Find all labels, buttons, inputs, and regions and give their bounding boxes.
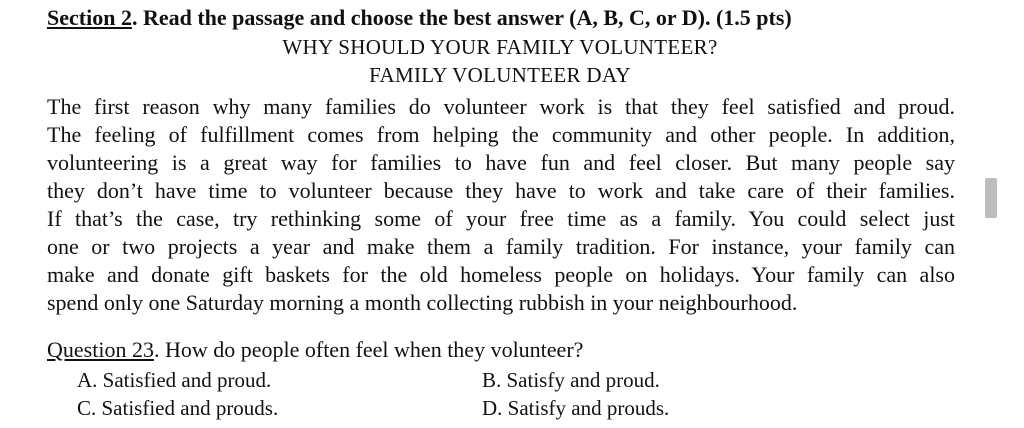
question-text: . How do people often feel when they volunteer? xyxy=(153,337,584,362)
option-b: B. Satisfy and proud. xyxy=(482,368,660,392)
passage-line: The feeling of fulfillment comes from helping the community and other people. In addition, xyxy=(47,122,955,147)
section-label: Section 2 xyxy=(47,5,132,30)
passage-line: spend only one Saturday morning a month collecting rubbish in your neighbourhood. xyxy=(47,290,798,315)
passage-line: one or two projects a year and make them a family tradition. For instance, your family can xyxy=(47,234,955,259)
section-instruction: . Read the passage and choose the best answer (A, B, C, or D). (1.5 pts) xyxy=(131,5,792,30)
passage-line: volunteering is a great way for families to have fun and feel closer. But many people say xyxy=(47,150,955,175)
question-23 xyxy=(47,336,583,364)
passage-line: If that’s the case, try rethinking some of your free time as a family. You could select just xyxy=(47,206,955,231)
option-d: D. Satisfy and prouds. xyxy=(482,396,670,420)
option-a: A. Satisfied and proud. xyxy=(77,368,272,392)
passage-subtitle: FAMILY VOLUNTEER DAY xyxy=(369,63,631,87)
passage-text xyxy=(47,93,955,317)
option-c: C. Satisfied and prouds. xyxy=(77,396,279,420)
scrollbar-thumb[interactable] xyxy=(985,178,997,218)
passage-title: WHY SHOULD YOUR FAMILY VOLUNTEER? xyxy=(282,35,718,59)
passage-line: The first reason why many families do volunteer work is that they feel satisfied and proud. xyxy=(47,94,955,119)
section-header xyxy=(47,4,792,32)
passage-line: they don’t have time to volunteer because they have to work and take care of their families. xyxy=(47,178,955,203)
question-label: Question 23 xyxy=(47,337,154,362)
passage-line: make and donate gift baskets for the old homeless people on holidays. Your family can also xyxy=(47,262,955,287)
